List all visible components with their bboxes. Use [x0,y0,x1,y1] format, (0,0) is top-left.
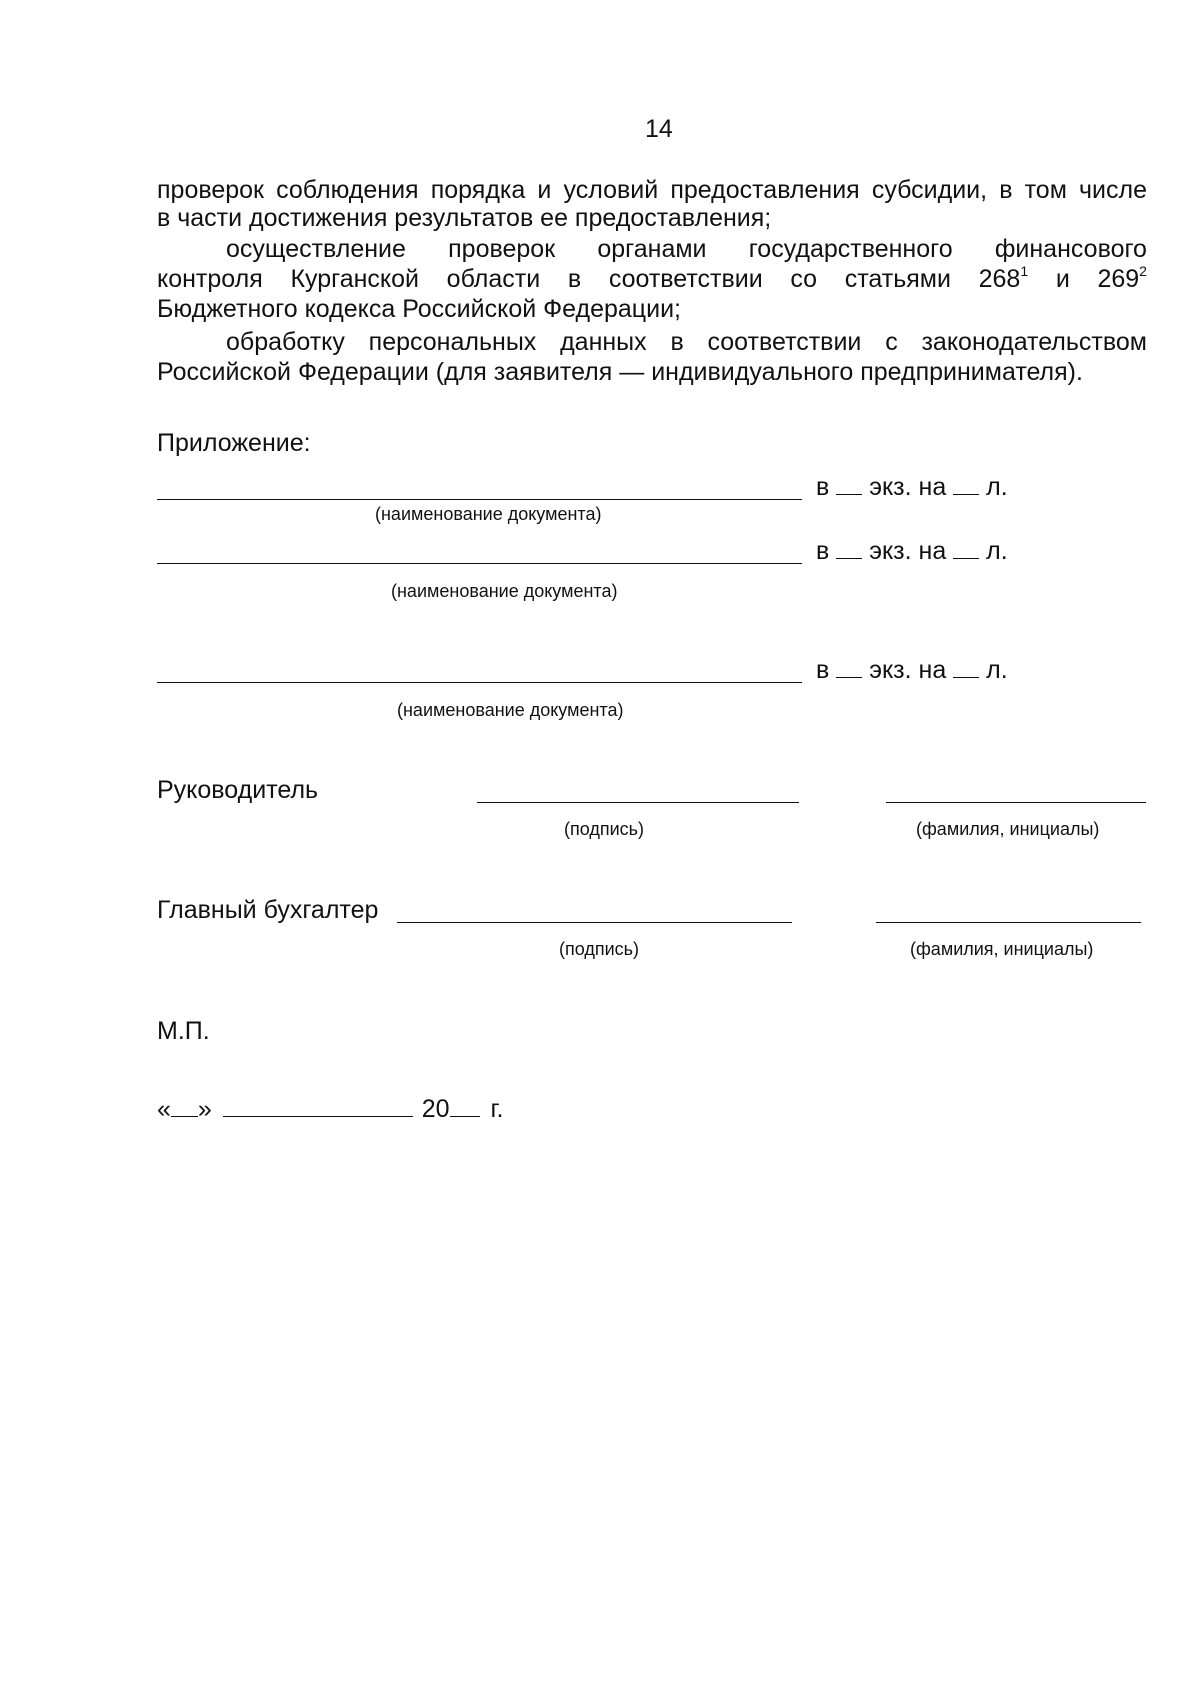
word: в [670,328,684,356]
article-269: $269^2$ [1097,263,1147,293]
paragraph-2-line-2 [157,264,1147,294]
attachments-heading: Приложение: [157,429,311,457]
word: органами [597,235,707,263]
word: Курганской [290,265,419,293]
word: финансового [994,235,1147,263]
date-line: « » 20 г. [157,1095,504,1123]
day-blank [171,1094,198,1117]
paragraph-2-line-3: Бюджетного кодекса Российской Федерации; [157,295,681,323]
attachment-2-name-line [157,563,802,564]
stamp-place-label: М.П. [157,1017,210,1045]
word: законодательством [921,328,1147,356]
chief-accountant-label: Главный бухгалтер [157,896,379,924]
word: государственного [748,235,953,263]
copies-blank [836,655,862,678]
word: и [1055,265,1070,293]
word: контроля [157,265,263,293]
attachment-3-count: в экз. на л. [816,656,1008,684]
paragraph-1-line-1 [157,175,1147,205]
chief-accountant-signature-line [397,922,792,923]
word: соответствии [707,328,862,356]
chief-accountant-name-line [876,922,1141,923]
director-name-line [886,802,1146,803]
year-blank [450,1094,480,1117]
copies-blank [836,536,862,559]
word: в [567,265,582,293]
word: данных [560,328,647,356]
attachment-2-caption: (наименование документа) [391,581,618,601]
sheets-blank [953,472,979,495]
sheets-blank [953,655,979,678]
word: персональных [368,328,537,356]
article-268: $268^1$ [978,263,1029,293]
word: соответствии [608,265,763,293]
chief-accountant-signature-caption: (подпись) [559,939,640,959]
paragraph-1-line-2: в части достижения результатов ее предоставления; [157,204,772,232]
chief-accountant-name-caption: (фамилия, инициалы) [910,939,1094,959]
word: обработку [226,328,345,356]
copies-blank [836,472,862,495]
director-label: Руководитель [157,776,319,804]
year-prefix: 20 [421,1095,450,1123]
attachment-2-count: в экз. на л. [816,537,1008,565]
sheets-blank [953,536,979,559]
word: статьями [844,265,951,293]
director-signature-line [477,802,799,803]
word: со [790,265,818,293]
word: проверок [448,235,556,263]
attachment-3-caption: (наименование документа) [397,700,624,720]
director-signature-caption: (подпись) [564,819,645,839]
paragraph-3-line-2: Российской Федерации (для заявителя — индивидуального предпринимателя). [157,358,1083,386]
month-blank [223,1094,413,1117]
attachment-1-count: в экз. на л. [816,473,1008,501]
word: области [446,265,541,293]
paragraph-1-text: проверок соблюдения порядка и условий предоставления субсидии, в том числе [157,176,1147,204]
page-number: 14 [645,115,673,143]
attachment-1-caption: (наименование документа) [375,504,602,524]
word: с [885,328,898,356]
paragraph-3-line-1 [226,327,1147,357]
director-name-caption: (фамилия, инициалы) [916,819,1100,839]
word: осуществление [226,235,406,263]
paragraph-2-line-1 [226,234,1147,264]
attachment-1-name-line [157,499,802,500]
attachment-3-name-line [157,682,802,683]
